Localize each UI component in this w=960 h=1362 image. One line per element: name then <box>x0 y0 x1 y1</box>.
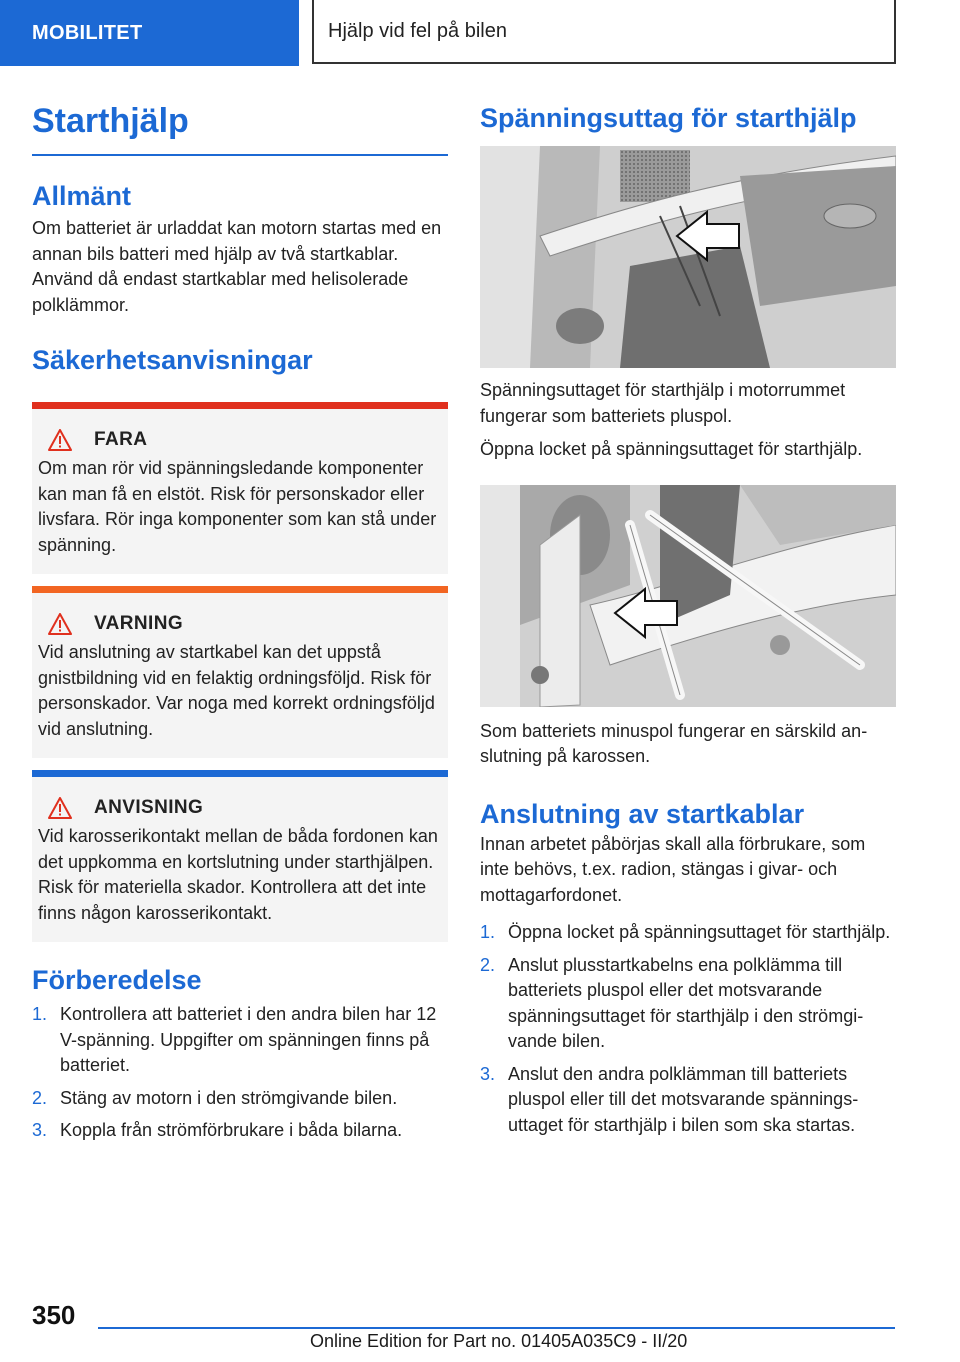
list-item <box>32 1086 448 1112</box>
engine-bay-image-negative <box>480 485 896 707</box>
chapter-title: Hjälp vid fel på bilen <box>328 19 507 42</box>
warning-title <box>38 426 440 454</box>
caption-negative-terminal: Som batteriets minuspol fungerar en särskild anslutning på karossen. <box>480 720 868 766</box>
warning-triangle-icon <box>48 797 72 819</box>
heading-anslutning: Anslutning av startkablar <box>480 798 805 829</box>
right-column <box>480 96 896 1145</box>
warning-text: Vid karosserikontakt mellan de båda fordonen kan det uppkomma en kortslutning under starthjälpen. Risk för materiella skador. Kontrollera att det inte finns någon karosserikontakt. <box>38 826 438 923</box>
list-item <box>32 1002 448 1079</box>
engine-bay-image-positive <box>480 146 896 368</box>
list-item <box>32 1118 448 1144</box>
section-forberedelse <box>32 962 448 1144</box>
step-text: Stäng av motorn i den strömgivande bilen. <box>60 1087 398 1108</box>
warning-label: VARNING <box>94 613 184 634</box>
section-sakerhet <box>32 342 448 942</box>
warning-title <box>38 610 440 638</box>
step-number: 1. <box>32 1004 48 1024</box>
step-text: Öppna locket på spänningsuttaget för starthjälp. <box>508 922 891 942</box>
connect-steps-list <box>480 920 896 1138</box>
warning-bar <box>32 586 448 593</box>
step-number: 3. <box>32 1120 48 1140</box>
section-allmant <box>32 178 448 318</box>
warning-title <box>38 794 440 822</box>
step-text: Koppla från strömförbrukare i båda bilarna. <box>60 1120 403 1140</box>
section-label: MOBILITET <box>32 21 143 44</box>
warning-bar <box>32 402 448 409</box>
anslutning-intro: Innan arbetet påbörjas skall alla förbrukare, som inte behövs, t.ex. radion, stängas i givar- och mottagarfordonet. <box>480 833 866 905</box>
list-item <box>480 953 896 1055</box>
warning-label: FARA <box>94 429 148 450</box>
warning-bar <box>32 770 448 777</box>
warning-triangle-icon <box>48 613 72 635</box>
step-text: Anslut plusstartkabelns ena polklämma till batteriets pluspol eller det motsvarande spänningsuttaget för starthjälp i den strömgivande bilen. <box>508 954 864 1051</box>
step-number: 3. <box>480 1063 496 1084</box>
engine-bay-illustration-icon <box>480 485 896 707</box>
caption-open-cover: Öppna locket på spänningsuttaget för starthjälp. <box>480 439 863 459</box>
chapter-header <box>312 0 896 64</box>
step-text: Kontrollera att batteriet i den andra bilen har 12 V-spänning. Uppgifter om spänningen finns på batteriet. <box>60 1004 437 1075</box>
caption-positive-terminal: Spänningsuttaget för starthjälp i motorrummet fungerar som batteriets pluspol. <box>480 380 846 426</box>
edition-text: Online Edition for Part no. 01405A035C9 - II/20 <box>310 1331 688 1351</box>
step-number: 2. <box>480 954 496 975</box>
heading-allmant: Allmänt <box>32 181 132 211</box>
heading-forberedelse: Förberedelse <box>32 965 202 995</box>
allmant-text: Om batteriet är urladdat kan motorn startas med en annan bils batteri med hjälp av två startkablar. Använd då endast startkablar med helisolerade polklämmor. <box>32 218 442 315</box>
step-number: 1. <box>480 922 496 942</box>
warning-text: Vid anslutning av startkabel kan det uppstå gnistbildning vid en felaktig ordningsföljd. Risk för personskador. Var noga med korrekt ordningsföljd vid anslutning. <box>38 642 435 739</box>
section-tab <box>0 0 299 66</box>
left-column <box>32 96 448 1151</box>
footer-divider <box>98 1327 895 1329</box>
page-number: 350 <box>32 1300 76 1330</box>
prep-steps-list <box>32 1002 448 1144</box>
warning-triangle-icon <box>48 429 72 451</box>
warning-box-varning <box>32 586 448 758</box>
step-text: Anslut den andra polklämman till batteriets pluspol eller till det motsvarande spänningsuttaget för starthjälp i bilen som ska startas. <box>508 1063 859 1135</box>
warning-label: ANVISNING <box>94 797 204 818</box>
warning-box-anvisning <box>32 770 448 942</box>
engine-bay-illustration-icon <box>480 146 896 368</box>
heading-sakerhet: Säkerhetsanvisningar <box>32 345 313 375</box>
step-number: 2. <box>32 1087 48 1108</box>
list-item <box>480 1062 896 1139</box>
page-title: Starthjälp <box>32 96 448 156</box>
warning-text: Om man rör vid spänningsledande komponenter kan man få en elstöt. Risk för personskador eller livsfara. Rör inga komponenter som kan stå under spänning. <box>38 458 437 555</box>
warning-box-fara <box>32 402 448 574</box>
heading-spanningsuttag: Spänningsuttag för starthjälp <box>480 103 857 133</box>
list-item <box>480 920 896 946</box>
